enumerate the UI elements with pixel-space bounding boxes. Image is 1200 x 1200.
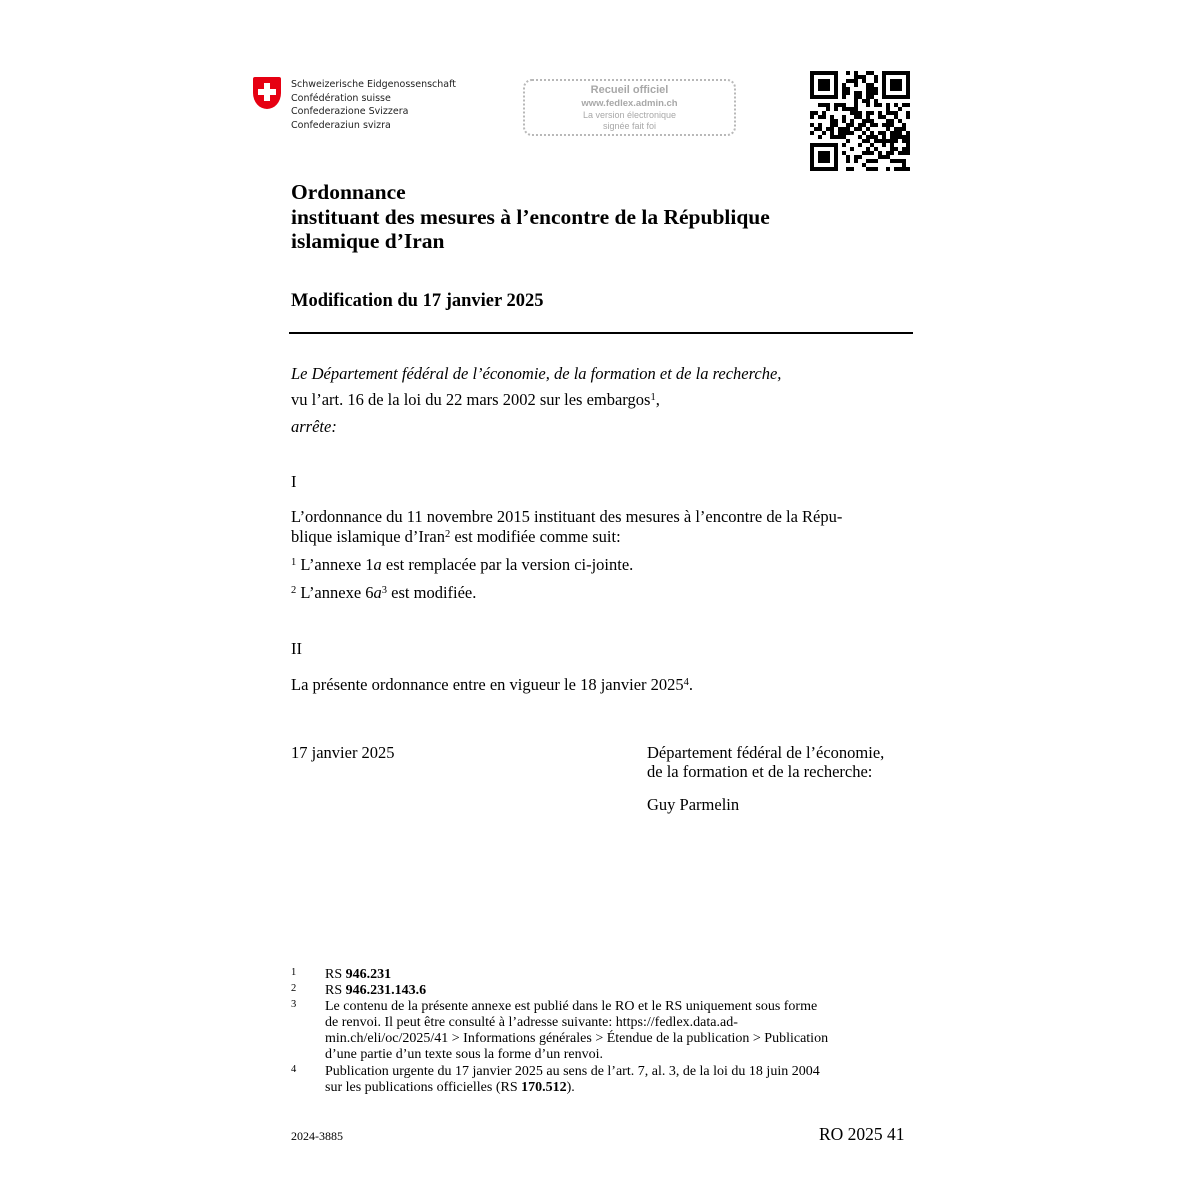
- confederation-fr: Confédération suisse: [291, 92, 391, 104]
- section1-intro-line-2: [291, 527, 621, 547]
- footnote-ref-3[interactable]: 3: [381, 585, 388, 596]
- title-line-2: instituant des mesures à l’encontre de la République: [291, 204, 770, 229]
- confederation-names: [291, 78, 456, 132]
- signature-name: Guy Parmelin: [647, 795, 740, 814]
- paragraph-number-2: 2: [291, 585, 297, 596]
- confederation-de: Schweizerische Eidgenossenschaft: [291, 79, 457, 90]
- section2-text: [291, 675, 693, 695]
- footnote-4-text: sur les publications officielles (RS: [325, 1080, 522, 1095]
- footnote-number: 4: [291, 1064, 297, 1075]
- section-heading-2: II: [291, 639, 302, 658]
- footnote-1-ref[interactable]: 946.231: [345, 967, 392, 982]
- signature-department-line-2: de la formation et de la recherche:: [647, 762, 873, 781]
- footnote-number: 2: [291, 983, 297, 994]
- footnote-4-line-2: [325, 1080, 915, 1096]
- footnote-ref-2[interactable]: 2: [444, 529, 451, 540]
- stamp-line-2: signée fait foi: [602, 121, 657, 131]
- stamp-line-1: La version électronique: [582, 110, 677, 120]
- legal-basis-end: ,: [655, 390, 660, 409]
- document-number: 2024-3885: [291, 1129, 343, 1143]
- footnote-3-line-1: Le contenu de la présente annexe est publié dans le RO et le RS uniquement sous forme: [325, 999, 818, 1014]
- preamble-decrees: arrête:: [291, 417, 337, 436]
- footnote-4-ref[interactable]: 170.512: [521, 1080, 567, 1095]
- footnote-4-line-1: Publication urgente du 17 janvier 2025 au sens de l’art. 7, al. 3, de la loi du 18 juin 2004: [325, 1064, 820, 1079]
- para1-text: L’annexe 1: [296, 555, 374, 574]
- signature-department-line-1: Département fédéral de l’économie,: [647, 743, 885, 762]
- footnote-2-ref[interactable]: 946.231.143.6: [345, 983, 427, 998]
- section1-paragraph-1: [291, 555, 633, 575]
- paragraph-number-1: 1: [291, 557, 297, 568]
- footnote-2: [325, 983, 915, 999]
- footnote-4: [325, 1064, 915, 1096]
- para2-italic: a: [373, 583, 382, 602]
- legal-basis-text: vu l’art. 16 de la loi du 22 mars 2002 sur les embargos: [291, 390, 651, 409]
- footnote-number: 1: [291, 967, 297, 978]
- footnote-3-line-3: min.ch/eli/oc/2025/41 > Informations générales > Étendue de la publication > Publication: [325, 1031, 829, 1046]
- entry-into-force-end: .: [688, 675, 694, 694]
- stamp-url: www.fedlex.admin.ch: [581, 98, 678, 109]
- para1-end: est remplacée par la version ci-jointe.: [381, 555, 634, 574]
- ordinance-title: [291, 180, 911, 254]
- footnote-4-end: ).: [566, 1080, 575, 1095]
- title-divider: [289, 332, 913, 334]
- footnote-ref-4[interactable]: 4: [683, 677, 689, 688]
- footnote-1-prefix: RS: [325, 967, 346, 982]
- intro-line-2-end: est modifiée comme suit:: [450, 527, 621, 546]
- para2-end: est modifiée.: [387, 583, 477, 602]
- confederation-it: Confederazione Svizzera: [291, 106, 409, 117]
- footnote-3: [325, 999, 915, 1063]
- para2-text: L’annexe 6: [296, 583, 374, 602]
- entry-into-force-text: La présente ordonnance entre en vigueur le 18 janvier 2025: [291, 675, 684, 694]
- ro-reference: RO 2025 41: [819, 1124, 905, 1144]
- preamble-legal-basis: [291, 390, 660, 410]
- section1-paragraph-2: [291, 583, 476, 603]
- swiss-cross-icon: [253, 77, 281, 109]
- footnote-number: 3: [291, 999, 297, 1010]
- section1-intro-line-1: L’ordonnance du 11 novembre 2015 instituant des mesures à l’encontre de la Répu-: [291, 507, 843, 526]
- section-heading-1: I: [291, 472, 297, 491]
- confederation-rm: Confederaziun svizra: [291, 119, 391, 131]
- footnote-3-line-2: de renvoi. Il peut être consulté à l’adresse suivante: https://fedlex.data.ad-: [325, 1015, 738, 1030]
- footnote-1: [325, 967, 915, 983]
- para1-italic: a: [373, 555, 382, 574]
- footnote-2-prefix: RS: [325, 983, 346, 998]
- preamble-authority: Le Département fédéral de l’économie, de la formation et de la recherche,: [291, 364, 782, 383]
- footnote-ref-1[interactable]: 1: [650, 392, 656, 403]
- title-line-1: Ordonnance: [291, 180, 406, 204]
- footnote-3-line-4: d’une partie d’un texte sous la forme d’un renvoi.: [325, 1047, 603, 1062]
- title-line-3: islamique d’Iran: [291, 229, 445, 253]
- stamp-title: Recueil officiel: [590, 84, 669, 96]
- modification-date: Modification du 17 janvier 2025: [291, 291, 544, 311]
- signature-date: 17 janvier 2025: [291, 743, 395, 762]
- qr-code-icon: [810, 71, 910, 171]
- official-collection-stamp: [523, 79, 736, 136]
- intro-line-2-text: blique islamique d’Iran: [291, 527, 445, 546]
